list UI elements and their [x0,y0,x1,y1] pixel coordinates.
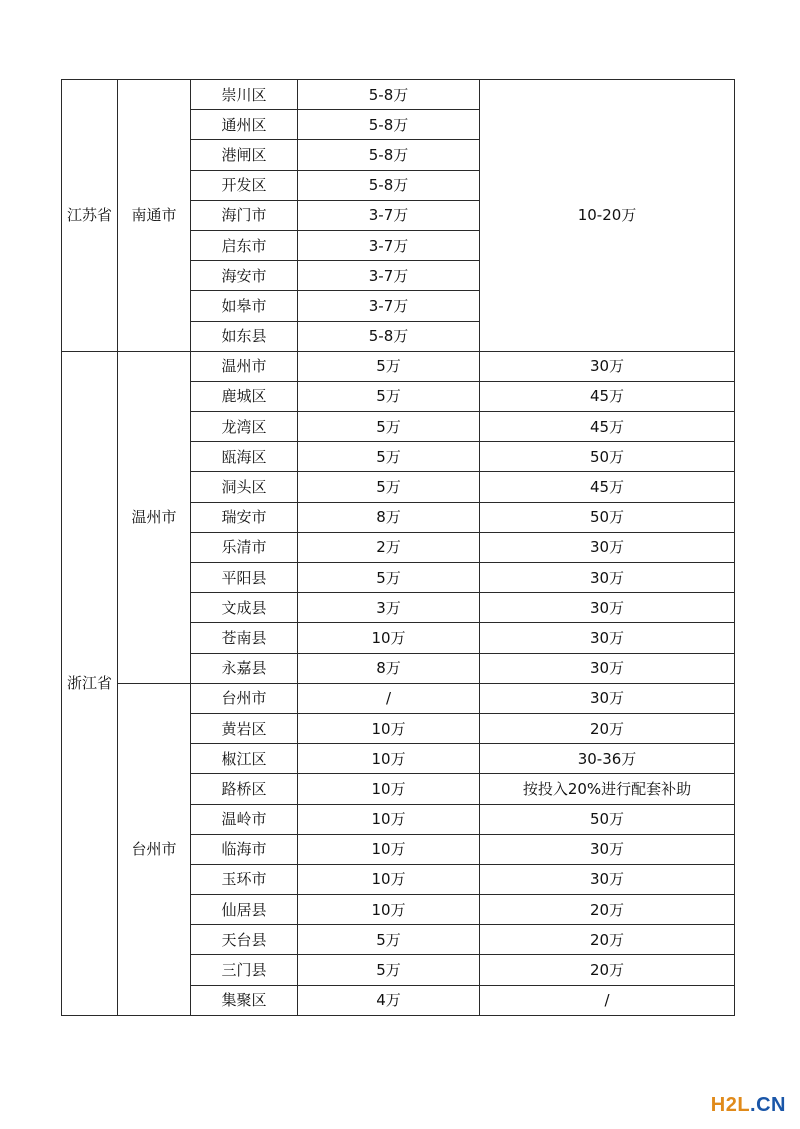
city-subsidy-cell: 45万 [480,412,735,442]
county-subsidy-cell: 10万 [298,834,480,864]
subsidy-table [61,79,735,1016]
city-subsidy-cell: 20万 [480,713,735,743]
county-subsidy-cell: 10万 [298,895,480,925]
table-row [62,351,735,381]
district-cell: 永嘉县 [191,653,298,683]
county-subsidy-cell: 3-7万 [298,261,480,291]
watermark-cn: .CN [750,1094,786,1116]
city-subsidy-cell: 30万 [480,683,735,713]
district-cell: 三门县 [191,955,298,985]
subsidy-table-body [62,80,735,1016]
city-subsidy-cell: 30万 [480,563,735,593]
city-subsidy-cell: 50万 [480,442,735,472]
county-subsidy-cell: 3万 [298,593,480,623]
county-subsidy-cell: 8万 [298,502,480,532]
district-cell: 瑞安市 [191,502,298,532]
province-cell: 江苏省 [62,80,118,352]
district-cell: 如皋市 [191,291,298,321]
county-subsidy-cell: 10万 [298,804,480,834]
county-subsidy-cell: 10万 [298,774,480,804]
county-subsidy-cell: 10万 [298,713,480,743]
district-cell: 天台县 [191,925,298,955]
watermark-h2l: H2L [710,1094,751,1116]
county-subsidy-cell: 8万 [298,653,480,683]
province-cell: 浙江省 [62,351,118,1015]
district-cell: 龙湾区 [191,412,298,442]
county-subsidy-cell: 5万 [298,563,480,593]
county-subsidy-cell: 5万 [298,925,480,955]
city-subsidy-cell: 50万 [480,804,735,834]
district-cell: 洞头区 [191,472,298,502]
district-cell: 通州区 [191,110,298,140]
city-subsidy-cell: 30万 [480,653,735,683]
city-subsidy-cell: 30万 [480,351,735,381]
county-subsidy-cell: 3-7万 [298,230,480,260]
district-cell: 路桥区 [191,774,298,804]
district-cell: 瓯海区 [191,442,298,472]
district-cell: 启东市 [191,230,298,260]
county-subsidy-cell: 5万 [298,955,480,985]
district-cell: 温州市 [191,351,298,381]
district-cell: 开发区 [191,170,298,200]
city-subsidy-cell: 按投入20%进行配套补助 [480,774,735,804]
district-cell: 鹿城区 [191,381,298,411]
table-row [62,80,735,110]
county-subsidy-cell: 5-8万 [298,321,480,351]
county-subsidy-cell: 5-8万 [298,170,480,200]
district-cell: 如东县 [191,321,298,351]
county-subsidy-cell: 5万 [298,412,480,442]
city-cell: 温州市 [118,351,191,683]
district-cell: 平阳县 [191,563,298,593]
district-cell: 台州市 [191,683,298,713]
county-subsidy-cell: 5万 [298,381,480,411]
district-cell: 黄岩区 [191,713,298,743]
city-subsidy-cell: 10-20万 [480,80,735,352]
county-subsidy-cell: 10万 [298,744,480,774]
city-subsidy-cell: 45万 [480,472,735,502]
district-cell: 崇川区 [191,80,298,110]
city-subsidy-cell: 30万 [480,593,735,623]
county-subsidy-cell: 5万 [298,472,480,502]
district-cell: 温岭市 [191,804,298,834]
district-cell: 海门市 [191,200,298,230]
county-subsidy-cell: 10万 [298,623,480,653]
district-cell: 集聚区 [191,985,298,1015]
city-subsidy-cell: / [480,985,735,1015]
district-cell: 玉环市 [191,864,298,894]
city-cell: 台州市 [118,683,191,1015]
district-cell: 临海市 [191,834,298,864]
county-subsidy-cell: 5-8万 [298,110,480,140]
city-subsidy-cell: 45万 [480,381,735,411]
city-subsidy-cell: 50万 [480,502,735,532]
district-cell: 乐清市 [191,532,298,562]
county-subsidy-cell: 2万 [298,532,480,562]
county-subsidy-cell: 3-7万 [298,200,480,230]
city-subsidy-cell: 30-36万 [480,744,735,774]
district-cell: 文成县 [191,593,298,623]
district-cell: 椒江区 [191,744,298,774]
city-subsidy-cell: 30万 [480,532,735,562]
city-subsidy-cell: 30万 [480,864,735,894]
table-row [62,683,735,713]
county-subsidy-cell: 5万 [298,351,480,381]
city-subsidy-cell: 20万 [480,925,735,955]
county-subsidy-cell: 5-8万 [298,80,480,110]
county-subsidy-cell: 10万 [298,864,480,894]
city-subsidy-cell: 20万 [480,955,735,985]
county-subsidy-cell: 5万 [298,442,480,472]
city-subsidy-cell: 30万 [480,623,735,653]
district-cell: 海安市 [191,261,298,291]
district-cell: 仙居县 [191,895,298,925]
county-subsidy-cell: 4万 [298,985,480,1015]
site-watermark [711,1094,786,1117]
city-subsidy-cell: 30万 [480,834,735,864]
county-subsidy-cell: 5-8万 [298,140,480,170]
city-cell: 南通市 [118,80,191,352]
county-subsidy-cell: / [298,683,480,713]
district-cell: 港闸区 [191,140,298,170]
city-subsidy-cell: 20万 [480,895,735,925]
county-subsidy-cell: 3-7万 [298,291,480,321]
district-cell: 苍南县 [191,623,298,653]
